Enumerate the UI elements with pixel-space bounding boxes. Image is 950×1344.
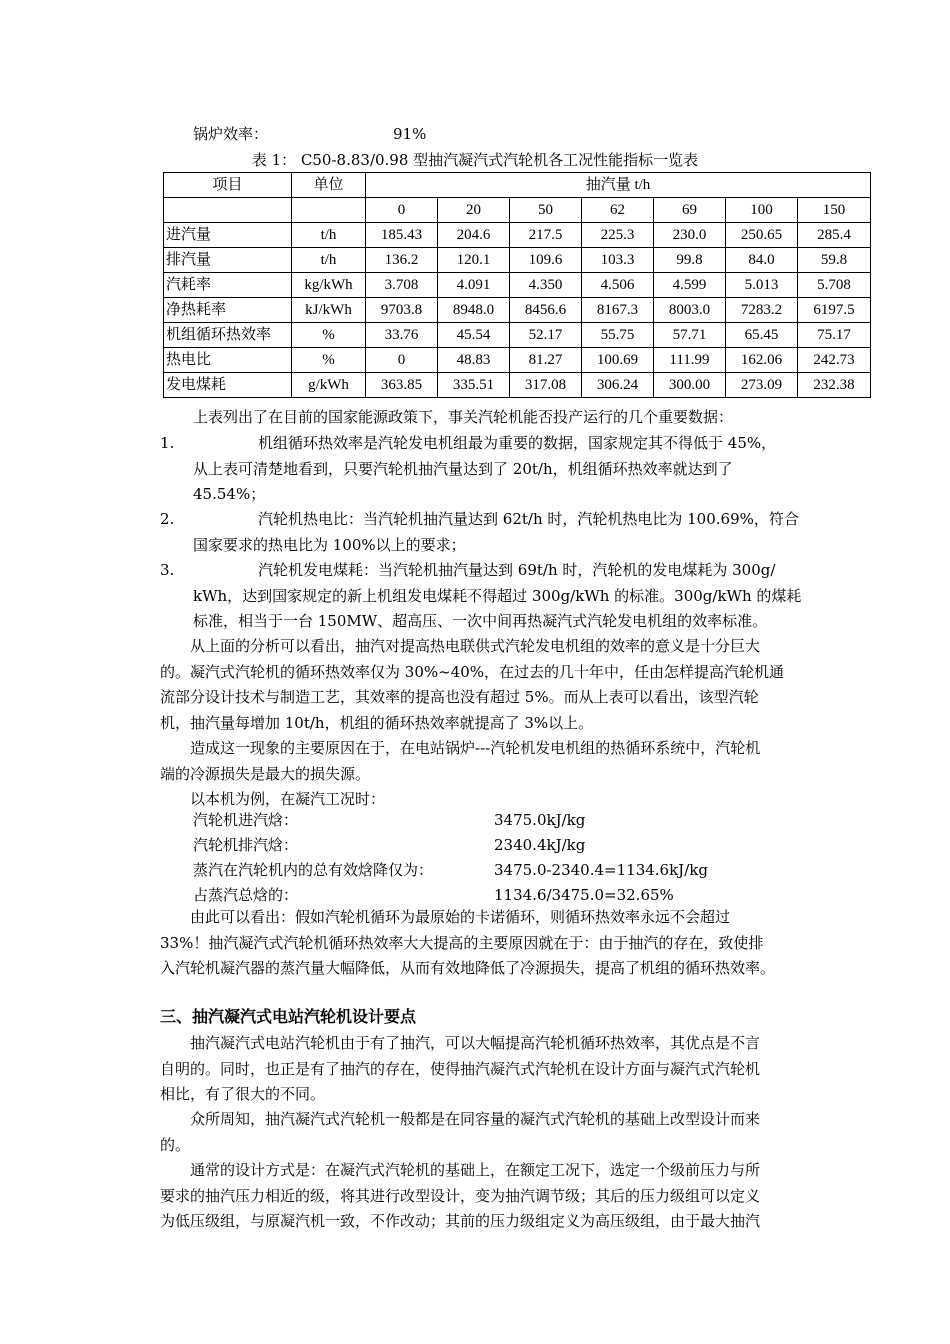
table-cell: 230.0	[654, 223, 726, 248]
list-line: 标准，相当于一台 150MW、超高压、一次中间再热凝汽式汽轮发电机组的效率标准。	[193, 612, 768, 630]
enthalpy-value: 3475.0-2340.4=1134.6kJ/kg	[494, 861, 708, 879]
paragraph-design-2	[160, 1107, 836, 1158]
paragraph-design-3	[160, 1158, 836, 1235]
table-cell: 306.24	[582, 373, 654, 398]
boiler-efficiency-label: 锅炉效率：	[193, 125, 269, 143]
table-cell: 109.6	[510, 248, 582, 273]
intro-paragraph	[160, 405, 836, 431]
row-unit: t/h	[292, 248, 366, 273]
table-cell: 6197.5	[798, 298, 871, 323]
paragraph-line: 由此可以看出：假如汽轮机循环为最原始的卡诺循环，则循环热效率永远不会超过	[190, 908, 731, 926]
table-cell: 8948.0	[438, 298, 510, 323]
paragraph-line: 33%！抽汽凝汽式汽轮机循环热效率大大提高的主要原因就在于：由于抽汽的存在，致使排	[160, 933, 764, 952]
row-name: 进汽量	[164, 223, 292, 248]
enthalpy-row	[193, 833, 586, 858]
table-cell: 4.350	[510, 273, 582, 298]
paragraph-cause	[160, 736, 836, 787]
table-cell: 5.708	[798, 273, 871, 298]
table-cell: 335.51	[438, 373, 510, 398]
row-unit: kg/kWh	[292, 273, 366, 298]
paragraph-line: 机，抽汽量每增加 10t/h，机组的循环热效率就提高了 3%以上。	[160, 713, 594, 732]
table-cell: 8456.6	[510, 298, 582, 323]
flow-header: 62	[582, 198, 654, 223]
paragraph-line: 相比，有了很大的不同。	[160, 1085, 326, 1103]
paragraph-analysis	[160, 634, 836, 736]
header-unit-blank	[292, 198, 366, 223]
paragraph-carnot	[160, 905, 836, 982]
table-row	[164, 323, 871, 348]
row-name: 净热耗率	[164, 298, 292, 323]
table-cell: 103.3	[582, 248, 654, 273]
paragraph-line: 通常的设计方式是：在凝汽式汽轮机的基础上，在额定工况下，选定一个级前压力与所	[190, 1161, 761, 1179]
paragraph-line: 为低压级组，与原凝汽机一致，不作改动；其前的压力级组定义为高压级组，由于最大抽汽	[160, 1212, 761, 1230]
table-cell: 57.71	[654, 323, 726, 348]
header-item-blank	[164, 198, 292, 223]
table-cell: 111.99	[654, 348, 726, 373]
table-cell: 99.8	[654, 248, 726, 273]
list-line: 汽轮机发电煤耗：当汽轮机抽汽量达到 69t/h 时，汽轮机的发电煤耗为 300g/	[258, 561, 776, 579]
table-cell: 285.4	[798, 223, 871, 248]
table-cell: 273.09	[726, 373, 798, 398]
header-unit: 单位	[292, 173, 366, 198]
row-unit: %	[292, 348, 366, 373]
table-cell: 204.6	[438, 223, 510, 248]
paragraph-line: 要求的抽汽压力相近的级，将其进行改型设计，变为抽汽调节级；其后的压力级组可以定义	[160, 1186, 761, 1205]
list-line: 汽轮机热电比：当汽轮机抽汽量达到 62t/h 时，汽轮机热电比为 100.69%，符合	[258, 510, 799, 528]
table-cell: 100.69	[582, 348, 654, 373]
enthalpy-label: 占蒸汽总焓的：	[193, 886, 299, 904]
paragraph-line: 以本机为例，在凝汽工况时：	[190, 790, 386, 808]
boiler-efficiency-value: 91%	[393, 125, 427, 143]
flow-header: 150	[798, 198, 871, 223]
table-cell: 250.65	[726, 223, 798, 248]
table-cell: 9703.8	[366, 298, 438, 323]
list-line: 45.54%；	[193, 485, 266, 503]
table-row	[164, 348, 871, 373]
table-caption: 表 1： C50-8.83/0.98 型抽汽凝汽式汽轮机各工况性能指标一览表	[251, 151, 699, 169]
list-line: 国家要求的热电比为 100%以上的要求；	[193, 535, 466, 554]
table-cell: 84.0	[726, 248, 798, 273]
row-unit: %	[292, 323, 366, 348]
table-cell: 33.76	[366, 323, 438, 348]
enthalpy-value: 2340.4kJ/kg	[494, 836, 586, 854]
table-cell: 59.8	[798, 248, 871, 273]
table-row	[164, 223, 871, 248]
row-name: 发电煤耗	[164, 373, 292, 398]
paragraph-line: 自明的。同时，也正是有了抽汽的存在，使得抽汽凝汽式汽轮机在设计方面与凝汽式汽轮机	[160, 1059, 761, 1078]
table-cell: 55.75	[582, 323, 654, 348]
list-number: 2.	[160, 510, 175, 528]
list-number: 3.	[160, 561, 175, 579]
paragraph-line: 流部分设计技术与制造工艺，其效率的提高也没有超过 5%。而从上表可以看出，该型汽轮	[160, 688, 759, 706]
enthalpy-value: 3475.0kJ/kg	[494, 811, 586, 829]
table-cell: 162.06	[726, 348, 798, 373]
paragraph-design-1	[160, 1031, 836, 1108]
table-cell: 0	[366, 348, 438, 373]
table-cell: 7283.2	[726, 298, 798, 323]
table-row	[164, 273, 871, 298]
enthalpy-row	[193, 858, 708, 883]
paragraph-line: 抽汽凝汽式电站汽轮机由于有了抽汽，可以大幅提高汽轮机循环热效率，其优点是不言	[190, 1034, 761, 1052]
row-name: 热电比	[164, 348, 292, 373]
flow-header: 69	[654, 198, 726, 223]
paragraph-line: 众所周知，抽汽凝汽式汽轮机一般都是在同容量的凝汽式汽轮机的基础上改型设计而来	[190, 1110, 761, 1128]
table-cell: 363.85	[366, 373, 438, 398]
paragraph-line: 从上面的分析可以看出，抽汽对提高热电联供式汽轮发电机组的效率的意义是十分巨大	[190, 637, 761, 655]
row-name: 汽耗率	[164, 273, 292, 298]
row-name: 排汽量	[164, 248, 292, 273]
table-cell: 4.599	[654, 273, 726, 298]
table-cell: 136.2	[366, 248, 438, 273]
paragraph-line: 造成这一现象的主要原因在于，在电站锅炉---汽轮机发电机组的热循环系统中，汽轮机	[190, 739, 761, 757]
table-cell: 242.73	[798, 348, 871, 373]
enthalpy-value: 1134.6/3475.0=32.65%	[494, 886, 674, 904]
enthalpy-label: 汽轮机进汽焓：	[193, 811, 299, 829]
table-cell: 120.1	[438, 248, 510, 273]
table-row	[164, 298, 871, 323]
table-cell: 48.83	[438, 348, 510, 373]
row-name: 机组循环热效率	[164, 323, 292, 348]
table-cell: 300.00	[654, 373, 726, 398]
table-cell: 65.45	[726, 323, 798, 348]
enthalpy-label: 汽轮机排汽焓：	[193, 836, 299, 854]
enthalpy-row	[193, 808, 586, 833]
paragraph-line: 的。	[160, 1135, 191, 1154]
table-cell: 317.08	[510, 373, 582, 398]
paragraph-line: 入汽轮机凝汽器的蒸汽量大幅降低，从而有效地降低了冷源损失，提高了机组的循环热效率。	[160, 959, 776, 977]
row-unit: t/h	[292, 223, 366, 248]
row-unit: kJ/kWh	[292, 298, 366, 323]
table-cell: 75.17	[798, 323, 871, 348]
table-cell: 232.38	[798, 373, 871, 398]
paragraph-line: 的。凝汽式汽轮机的循环热效率仅为 30%~40%，在过去的几十年中，任由怎样提高汽轮机通	[160, 662, 785, 681]
section-heading: 三、抽汽凝汽式电站汽轮机设计要点	[160, 1007, 417, 1026]
table-cell: 217.5	[510, 223, 582, 248]
flow-header: 0	[366, 198, 438, 223]
table-row	[164, 373, 871, 398]
list-number: 1.	[160, 434, 175, 452]
row-unit: g/kWh	[292, 373, 366, 398]
table-cell: 4.506	[582, 273, 654, 298]
enthalpy-label: 蒸汽在汽轮机内的总有效焓降仅为：	[193, 861, 434, 879]
paragraph-line: 端的冷源损失是最大的损失源。	[160, 764, 371, 783]
enthalpy-list	[193, 808, 708, 908]
list-line: 从上表可清楚地看到，只要汽轮机抽汽量达到了 20t/h，机组循环热效率就达到了	[193, 459, 733, 478]
table-cell: 45.54	[438, 323, 510, 348]
list-line: 机组循环热效率是汽轮发电机组最为重要的数据，国家规定其不得低于 45%，	[258, 434, 777, 452]
flow-header: 20	[438, 198, 510, 223]
table-cell: 225.3	[582, 223, 654, 248]
header-extraction-flow: 抽汽量 t/h	[366, 173, 871, 198]
performance-table	[163, 172, 871, 398]
flow-header: 50	[510, 198, 582, 223]
table-cell: 185.43	[366, 223, 438, 248]
intro-line: 上表列出了在目前的国家能源政策下，事关汽轮机能否投产运行的几个重要数据：	[193, 408, 734, 426]
header-item: 项目	[164, 173, 292, 198]
table-cell: 4.091	[438, 273, 510, 298]
table-cell: 81.27	[510, 348, 582, 373]
table-cell: 8167.3	[582, 298, 654, 323]
list-line: kWh，达到国家规定的新上机组发电煤耗不得超过 300g/kWh 的标准。300g/kWh 的煤耗	[193, 586, 802, 605]
table-cell: 8003.0	[654, 298, 726, 323]
table-row	[164, 248, 871, 273]
flow-header: 100	[726, 198, 798, 223]
table-cell: 3.708	[366, 273, 438, 298]
table-cell: 52.17	[510, 323, 582, 348]
table-cell: 5.013	[726, 273, 798, 298]
